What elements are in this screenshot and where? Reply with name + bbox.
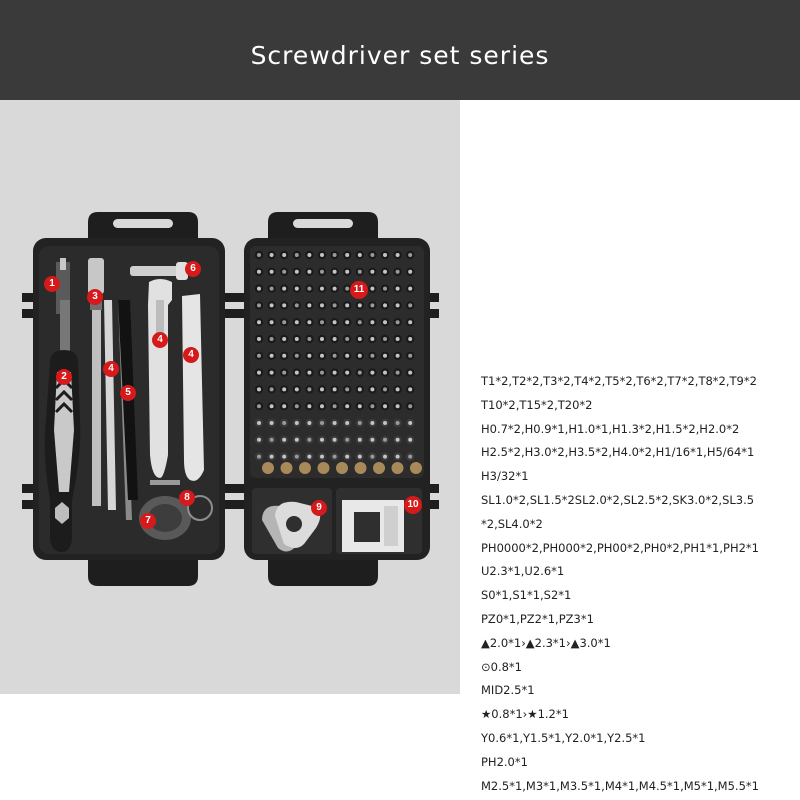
spec-line: U2.3*1,U2.6*1 [481, 564, 565, 579]
bit-tip [333, 404, 337, 408]
bit-tip [333, 438, 337, 442]
bit-tip [320, 421, 324, 425]
bit-tip [307, 303, 311, 307]
socket-bit [281, 462, 293, 474]
callout-4b: 4 [152, 332, 168, 348]
bit-tip [396, 387, 400, 391]
bit-tip [383, 404, 387, 408]
callout-6: 6 [185, 261, 201, 277]
callout-2: 2 [56, 369, 72, 385]
bit-tip [345, 455, 349, 459]
bit-tip [358, 371, 362, 375]
bit-tip [270, 371, 274, 375]
bit-tip [383, 337, 387, 341]
bit-tip [307, 421, 311, 425]
bit-tip [295, 421, 299, 425]
bit-tip [320, 287, 324, 291]
bit-tip [358, 320, 362, 324]
bit-tip [295, 371, 299, 375]
bit-tip [358, 404, 362, 408]
bit-tip [358, 455, 362, 459]
bit-tip [295, 303, 299, 307]
callout-9: 9 [311, 500, 327, 516]
spec-line: *2,SL4.0*2 [481, 516, 543, 531]
socket-bit [336, 462, 348, 474]
bit-tip [282, 303, 286, 307]
bit-tip [270, 337, 274, 341]
bit-tip [295, 270, 299, 274]
bit-tip [282, 404, 286, 408]
bit-tip [396, 253, 400, 257]
spec-line: ▲2.0*1›▲2.3*1›▲3.0*1 [481, 635, 611, 650]
screwdriver-kit-illustration [0, 100, 460, 694]
spec-line: MID2.5*1 [481, 683, 535, 698]
bit-tip [345, 303, 349, 307]
bit-tip [295, 438, 299, 442]
bit-tip [333, 387, 337, 391]
bit-tip [345, 371, 349, 375]
bit-tip [320, 270, 324, 274]
bit-tip [282, 253, 286, 257]
bit-tip [270, 287, 274, 291]
bit-tip [396, 287, 400, 291]
bit-tip [370, 371, 374, 375]
bit-tip [282, 320, 286, 324]
bit-tip [282, 371, 286, 375]
bit-tip [270, 320, 274, 324]
bit-tip [282, 438, 286, 442]
bit-tip [270, 270, 274, 274]
bit-tip [320, 387, 324, 391]
bit-tip [370, 320, 374, 324]
callout-5: 5 [120, 385, 136, 401]
bit-tip [320, 371, 324, 375]
bit-tip [270, 387, 274, 391]
bit-tip [282, 455, 286, 459]
socket-bit [299, 462, 311, 474]
bit-tip [396, 270, 400, 274]
bit-tip [396, 337, 400, 341]
bit-tip [345, 421, 349, 425]
bit-tip [345, 404, 349, 408]
bit-tip [307, 287, 311, 291]
bit-tip [396, 421, 400, 425]
bit-tip [257, 270, 261, 274]
spec-line: H2.5*2,H3.0*2,H3.5*2,H4.0*2,H1/16*1,H5/64*1 [481, 445, 755, 460]
bit-tip [370, 337, 374, 341]
bit-tip [396, 455, 400, 459]
bit-tip [383, 387, 387, 391]
bit-tip [320, 303, 324, 307]
bit-tip [408, 404, 412, 408]
callout-4c: 4 [183, 347, 199, 363]
bit-tip [320, 337, 324, 341]
bit-tip [282, 287, 286, 291]
socket-bit [373, 462, 385, 474]
bit-tip [282, 387, 286, 391]
bit-tip [270, 354, 274, 358]
bit-tip [383, 287, 387, 291]
bit-tip [307, 371, 311, 375]
bit-tip [257, 438, 261, 442]
bit-tip [383, 455, 387, 459]
bit-tip [358, 354, 362, 358]
callout-11: 11 [350, 281, 368, 299]
spec-line: H3/32*1 [481, 469, 529, 484]
bit-tip [358, 303, 362, 307]
bit-tip [270, 455, 274, 459]
spec-line: H0.7*2,H0.9*1,H1.0*1,H1.3*2,H1.5*2,H2.0*2 [481, 421, 740, 436]
bit-tip [320, 320, 324, 324]
bit-tip [257, 455, 261, 459]
bit-tip [358, 387, 362, 391]
bit-tip [333, 270, 337, 274]
bit-tip [257, 354, 261, 358]
bit-tip [307, 270, 311, 274]
bit-tip [345, 354, 349, 358]
bit-tip [320, 438, 324, 442]
bit-tip [383, 270, 387, 274]
bit-tip [257, 320, 261, 324]
bit-tip [257, 387, 261, 391]
bit-tip [370, 303, 374, 307]
bit-tip [307, 438, 311, 442]
bit-tip [383, 303, 387, 307]
socket-bit [262, 462, 274, 474]
bit-tip [295, 253, 299, 257]
bit-tip [408, 320, 412, 324]
bit-specification-list [481, 370, 791, 798]
spec-line: SL1.0*2,SL1.5*2SL2.0*2,SL2.5*2,SK3.0*2,SL3.5 [481, 492, 755, 507]
socket-bit [392, 462, 404, 474]
bit-tip [295, 337, 299, 341]
bit-tip [307, 320, 311, 324]
bit-tip [257, 337, 261, 341]
bit-tip [383, 371, 387, 375]
socket-bit [355, 462, 367, 474]
bit-tip [295, 320, 299, 324]
bit-tip [408, 337, 412, 341]
bit-tip [383, 354, 387, 358]
bit-tip [333, 337, 337, 341]
bit-tip [257, 421, 261, 425]
spec-line: PH2.0*1 [481, 754, 528, 769]
bit-tip [257, 287, 261, 291]
bit-tip [333, 354, 337, 358]
bit-tip [370, 287, 374, 291]
callout-7: 7 [140, 513, 156, 529]
bit-tip [282, 337, 286, 341]
bit-tip [333, 371, 337, 375]
bit-tip [257, 371, 261, 375]
bit-tip [345, 320, 349, 324]
bit-tip [408, 438, 412, 442]
spec-line: ⊙0.8*1 [481, 659, 522, 674]
bit-tip [282, 270, 286, 274]
page-title: Screwdriver set series [250, 41, 550, 70]
bit-tip [270, 253, 274, 257]
bit-tip [396, 438, 400, 442]
bit-tip [270, 404, 274, 408]
bit-tip [295, 404, 299, 408]
bit-tip [270, 438, 274, 442]
bit-tip [408, 455, 412, 459]
bit-tip [270, 421, 274, 425]
bit-tip [370, 270, 374, 274]
bit-tip [370, 354, 374, 358]
spec-line: Y0.6*1,Y1.5*1,Y2.0*1,Y2.5*1 [481, 730, 646, 745]
callout-4a: 4 [103, 361, 119, 377]
bit-tip [358, 253, 362, 257]
bit-tip [408, 387, 412, 391]
header-banner [0, 0, 800, 100]
right-case [233, 212, 439, 586]
spec-line: T10*2,T15*2,T20*2 [481, 397, 593, 412]
bit-tip [307, 455, 311, 459]
bit-tip [383, 421, 387, 425]
bit-tip [333, 455, 337, 459]
bit-tip [320, 455, 324, 459]
product-photo [0, 100, 460, 694]
bit-tip [257, 303, 261, 307]
bit-tip [307, 354, 311, 358]
bit-tip [320, 354, 324, 358]
bit-tip [295, 354, 299, 358]
bit-tip [257, 404, 261, 408]
bit-tip [396, 303, 400, 307]
bit-tip [370, 387, 374, 391]
bit-tip [383, 253, 387, 257]
bit-tip [295, 455, 299, 459]
bit-tip [345, 253, 349, 257]
bit-tip [408, 371, 412, 375]
bit-tip [370, 438, 374, 442]
bit-tip [396, 404, 400, 408]
socket-bit [410, 462, 422, 474]
bit-tip [282, 354, 286, 358]
spec-line: ★0.8*1›★1.2*1 [481, 707, 569, 722]
spec-line: PH0000*2,PH000*2,PH00*2,PH0*2,PH1*1,PH2*1 [481, 540, 759, 555]
bit-tip [307, 387, 311, 391]
spec-line: S0*1,S1*1,S2*1 [481, 588, 572, 603]
bit-tip [270, 303, 274, 307]
bit-tip [320, 253, 324, 257]
bit-tip [345, 270, 349, 274]
bit-tip [358, 270, 362, 274]
bit-tip [358, 438, 362, 442]
bit-tip [370, 421, 374, 425]
bit-tip [345, 387, 349, 391]
bit-tip [333, 287, 337, 291]
bit-tip [408, 354, 412, 358]
bit-tip [358, 337, 362, 341]
bit-tip [370, 253, 374, 257]
bit-tip [307, 253, 311, 257]
bit-tip [408, 287, 412, 291]
callout-1: 1 [44, 276, 60, 292]
bit-tip [295, 387, 299, 391]
bit-tip [383, 320, 387, 324]
bit-tip [396, 354, 400, 358]
socket-bit [318, 462, 330, 474]
bit-tip [333, 253, 337, 257]
bit-tip [408, 303, 412, 307]
bit-tip [257, 253, 261, 257]
bit-tip [408, 270, 412, 274]
bit-tip [345, 337, 349, 341]
bit-tip [282, 421, 286, 425]
bit-tip [345, 287, 349, 291]
bit-tip [370, 455, 374, 459]
bit-tip [295, 287, 299, 291]
spec-line: M2.5*1,M3*1,M3.5*1,M4*1,M4.5*1,M5*1,M5.5*1 [481, 778, 759, 793]
bit-tip [370, 404, 374, 408]
bit-tip [408, 421, 412, 425]
bit-tip [345, 438, 349, 442]
bit-tip [396, 320, 400, 324]
bit-tip [333, 421, 337, 425]
bit-tip [333, 303, 337, 307]
bit-tip [320, 404, 324, 408]
bit-tip [383, 438, 387, 442]
bit-tip [408, 253, 412, 257]
spec-line: PZ0*1,PZ2*1,PZ3*1 [481, 611, 594, 626]
spec-line: T1*2,T2*2,T3*2,T4*2,T5*2,T6*2,T7*2,T8*2,T9*2 [481, 374, 757, 388]
bit-tip [307, 404, 311, 408]
callout-3: 3 [87, 289, 103, 305]
bit-tip [307, 337, 311, 341]
callout-10: 10 [404, 496, 422, 514]
bit-tip [358, 421, 362, 425]
callout-8: 8 [179, 490, 195, 506]
bit-tip [396, 371, 400, 375]
bit-tip [333, 320, 337, 324]
